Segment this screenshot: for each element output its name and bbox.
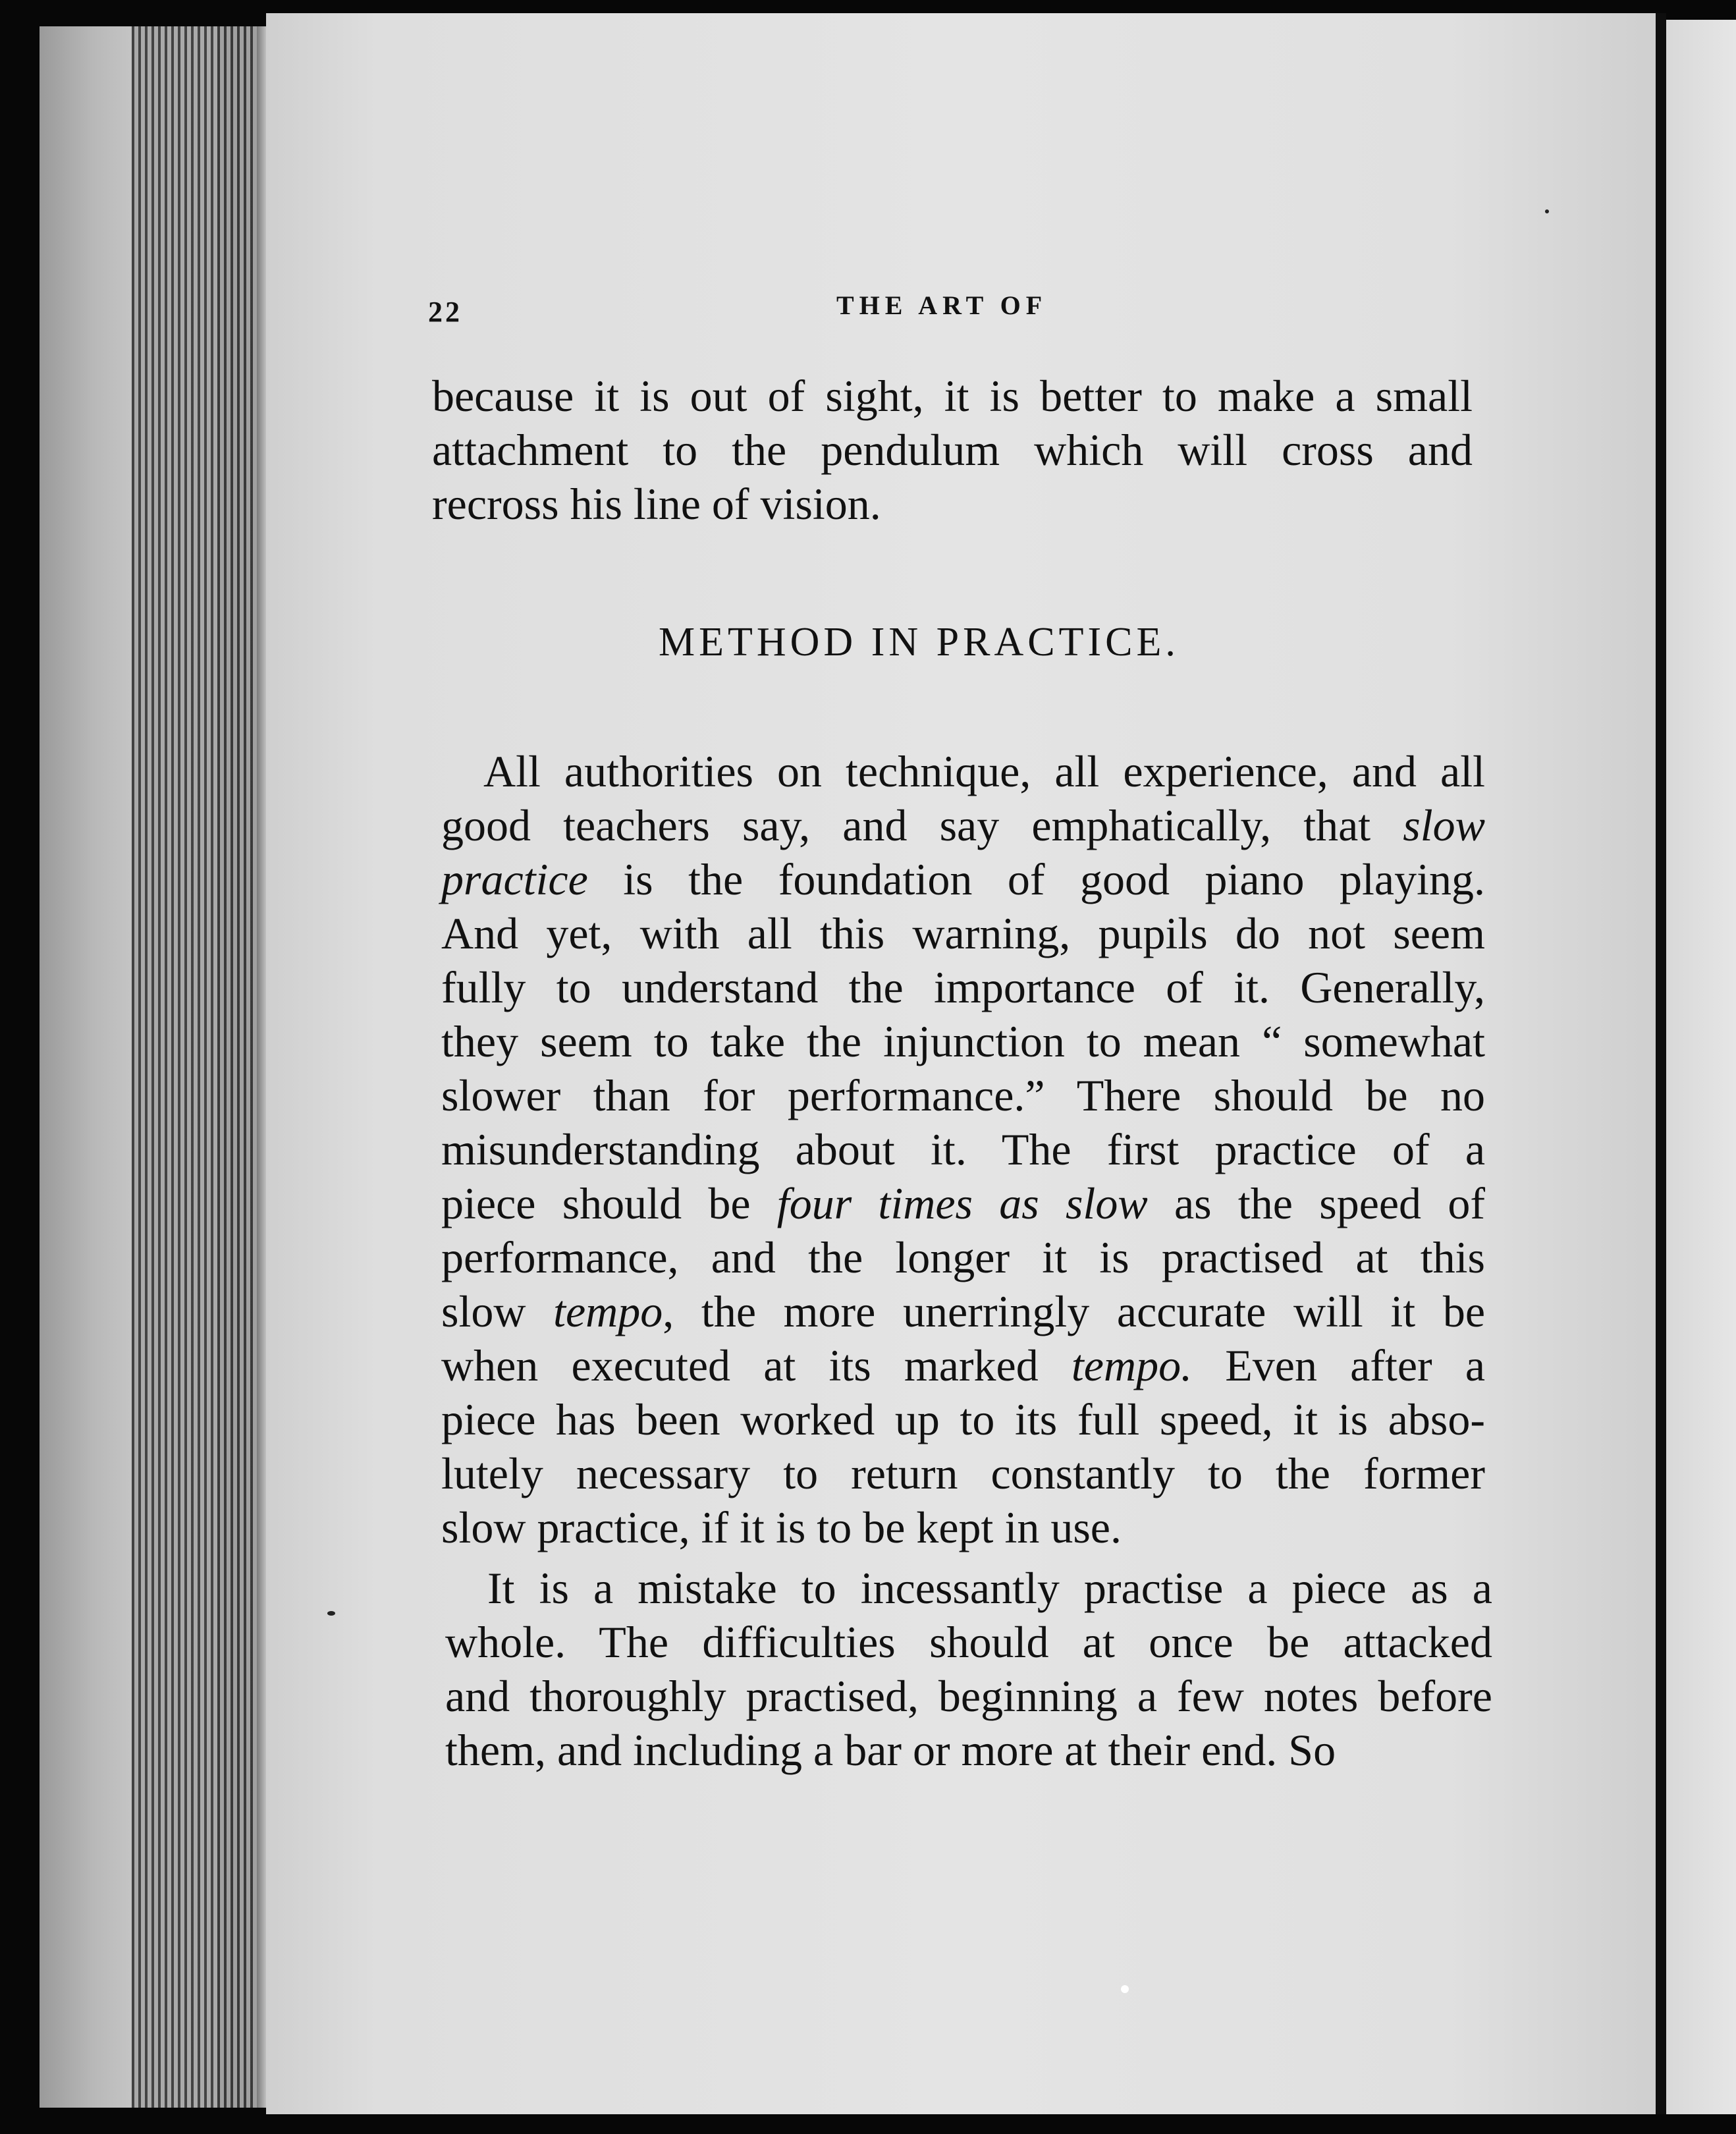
text-line: good teachers say, and say emphatically, that slow xyxy=(441,800,1485,850)
text-line: performance, and the longer it is practised at this xyxy=(441,1232,1485,1282)
text-line: whole. The difficulties should at once be attacked xyxy=(445,1617,1492,1667)
italic-text: slow xyxy=(1403,800,1485,850)
text-line: when executed at its marked tempo. Even after a xyxy=(441,1340,1485,1390)
italic-text: tempo xyxy=(553,1286,663,1336)
text-line: misunderstanding about it. The first practice of a xyxy=(441,1124,1485,1174)
text-line: piece has been worked up to its full speed, it is abso- xyxy=(441,1394,1485,1444)
paragraph-method xyxy=(441,744,1485,1554)
text-line: and thoroughly practised, beginning a few notes before xyxy=(445,1671,1492,1721)
italic-text: practice xyxy=(441,854,588,904)
italic-text: four times as slow xyxy=(776,1178,1148,1228)
opening-paragraph xyxy=(432,369,1473,531)
text-line: All authorities on technique, all experience, and all xyxy=(483,746,1485,796)
text-line: them, and including a bar or more at their end. So xyxy=(445,1725,1336,1775)
text-line: slow practice, if it is to be kept in use. xyxy=(441,1502,1122,1552)
paragraph-mistake xyxy=(445,1561,1492,1777)
facing-page-edge xyxy=(1666,20,1736,2114)
gutter-shadow xyxy=(257,26,266,2108)
section-heading: METHOD IN PRACTICE. xyxy=(659,620,1180,665)
text-line: piece should be four times as slow as the speed of xyxy=(441,1178,1485,1228)
text-line: practice is the foundation of good piano playing. xyxy=(441,854,1485,904)
text-line: slower than for performance.” There should be no xyxy=(441,1070,1485,1120)
text-line: And yet, with all this warning, pupils do not seem xyxy=(441,908,1485,958)
dust-speck xyxy=(1545,209,1549,213)
dust-speck xyxy=(1121,1985,1129,1993)
text-line: they seem to take the injunction to mean “ somewhat xyxy=(441,1016,1485,1066)
text-line: attachment to the pendulum which will cross and xyxy=(432,425,1473,475)
page-edges xyxy=(132,26,257,2108)
text-line: fully to understand the importance of it. Generally, xyxy=(441,962,1485,1012)
text-line: slow tempo, the more unerringly accurate will it be xyxy=(441,1286,1485,1336)
text-line: It is a mistake to incessantly practise a piece as a xyxy=(487,1563,1492,1613)
text-line: lutely necessary to return constantly to the former xyxy=(441,1448,1485,1498)
italic-text: tempo. xyxy=(1071,1340,1193,1390)
page-number: 22 xyxy=(428,296,462,328)
running-title: THE ART OF xyxy=(836,290,1048,320)
dust-speck xyxy=(327,1611,335,1616)
text-line: because it is out of sight, it is better to make a small xyxy=(432,371,1473,421)
page-fold xyxy=(1656,13,1666,2114)
text-line: recross his line of vision. xyxy=(432,479,881,529)
